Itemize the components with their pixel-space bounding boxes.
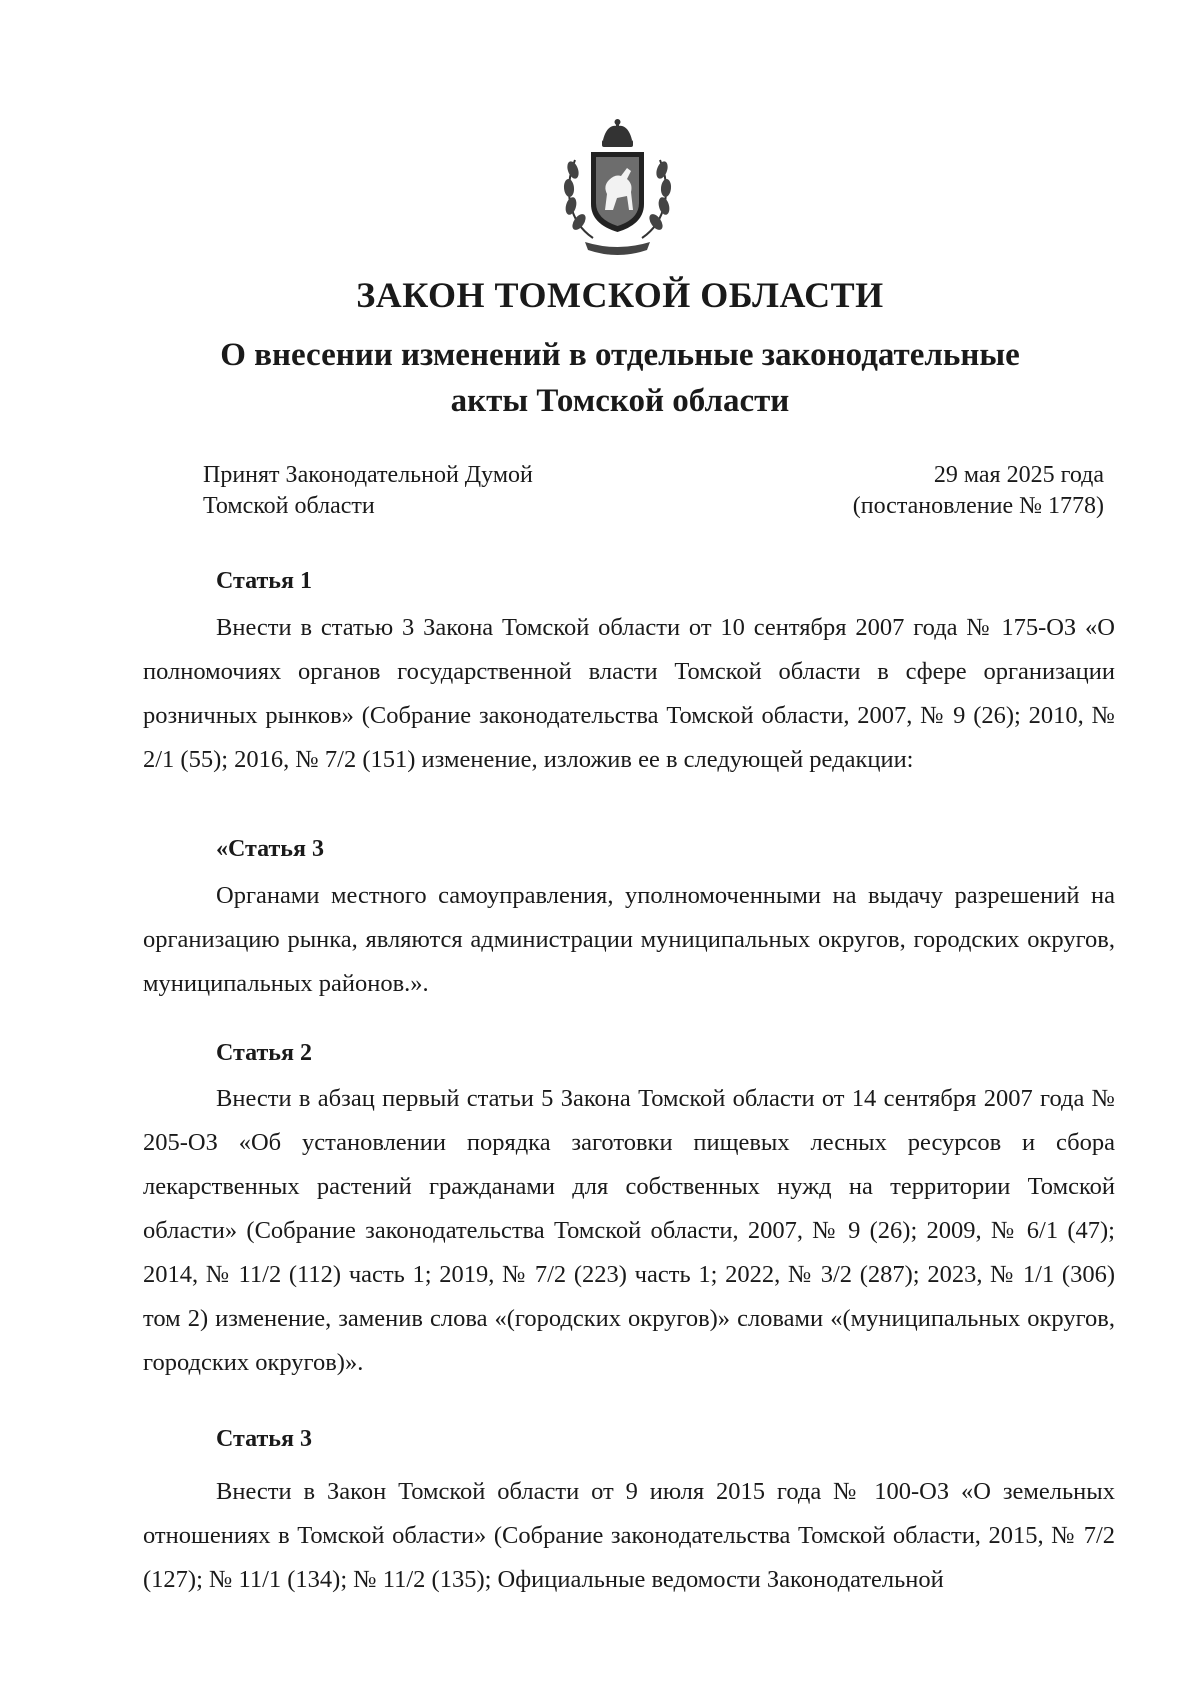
article-paragraph: Внести в абзац первый статьи 5 Закона Томской области от 14 сентября 2007 года № 205-ОЗ «Об установлении порядка заготовки пищевых лесных ресурсов и сбора лекарственных растений гражданами для собственных нужд на территории Томской области» (Собрание законодательства Томской области, 2007, № 9 (26); 2009, № 6/1 (47); 2014, № 11/2 (112) часть 1; 2019, № 7/2 (223) часть 1; 2022, № 3/2 (287); 2023, № 1/1 (306) том 2) изменение, заменив слова «(городских округов)» словами «(муниципальных округов, городских округов)». bbox=[143, 1085, 1115, 1376]
article-heading: Статья 3 bbox=[216, 1426, 312, 1452]
law-subtitle-line: акты Томской области bbox=[450, 383, 790, 419]
adopting-body bbox=[203, 460, 533, 522]
article-3-text bbox=[143, 1470, 1115, 1602]
article-2-text bbox=[143, 1077, 1115, 1385]
quoted-article-heading: «Статья 3 bbox=[216, 836, 324, 862]
law-subtitle-line: О внесении изменений в отдельные законодательные bbox=[220, 337, 1020, 373]
adopting-body-line: Принят Законодательной Думой bbox=[203, 462, 533, 488]
article-paragraph: Внести в Закон Томской области от 9 июля 2015 года № 100-ОЗ «О земельных отношениях в Томской области» (Собрание законодательства Томской области, 2015, № 7/2 (127); № 11/1 (134); № 11/2 (135); Официальные ведомости Законодательной bbox=[143, 1478, 1115, 1593]
article-heading: Статья 2 bbox=[216, 1040, 312, 1066]
adopting-body-line: Томской области bbox=[203, 493, 375, 519]
coat-of-arms-icon bbox=[555, 118, 680, 263]
article-1-text bbox=[143, 606, 1115, 782]
article-paragraph: Внести в статью 3 Закона Томской области от 10 сентября 2007 года № 175-ОЗ «О полномочиях органов государственной власти Томской области в сфере организации розничных рынков» (Собрание законодательства Томской области, 2007, № 9 (26); 2010, № 2/1 (55); 2016, № 7/2 (151) изменение, изложив ее в следующей редакции: bbox=[143, 614, 1115, 773]
law-title: ЗАКОН ТОМСКОЙ ОБЛАСТИ bbox=[356, 275, 884, 315]
resolution-number: (постановление № 1778) bbox=[852, 493, 1104, 519]
article-paragraph: Органами местного самоуправления, уполномоченными на выдачу разрешений на организацию рынка, являются администрации муниципальных округов, городских округов, муниципальных районов.». bbox=[143, 882, 1115, 997]
quoted-article-text bbox=[143, 874, 1115, 1006]
law-subtitle bbox=[150, 332, 1090, 424]
adoption-date: 29 мая 2025 года bbox=[933, 462, 1104, 488]
adoption-date-block bbox=[853, 460, 1104, 522]
article-heading: Статья 1 bbox=[216, 568, 312, 594]
